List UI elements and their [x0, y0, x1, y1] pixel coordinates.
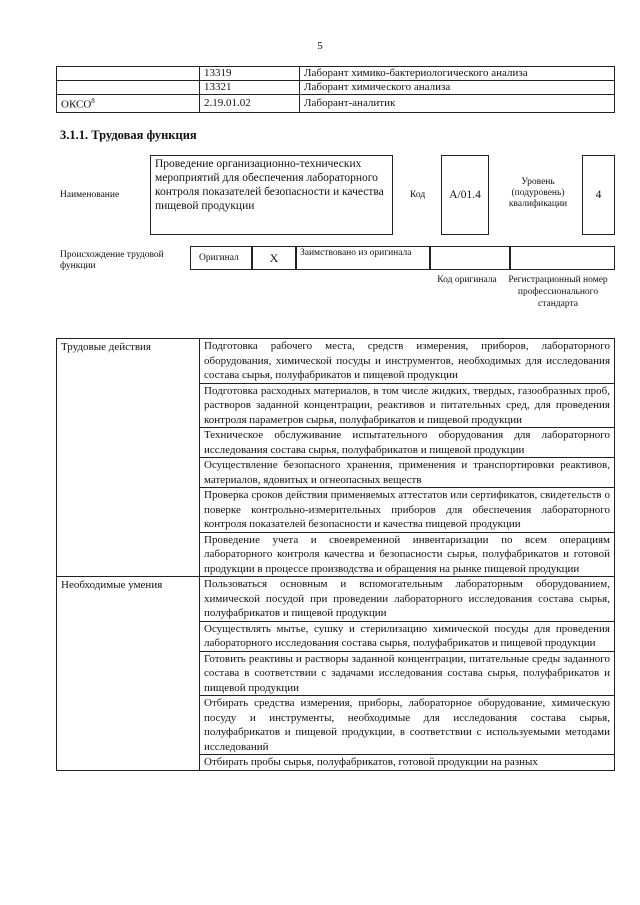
- okso-name: Лаборант-аналитик: [300, 95, 615, 113]
- list-item: Техническое обслуживание испытательного оборудования для лабораторного исследования состава сырья, полуфабрикатов и пищевой продукции: [200, 428, 615, 458]
- list-item: Готовить реактивы и растворы заданной концентрации, питательные среды заданного состава в соответствии с задачами исследования состава сырья, полуфабрикатов и пищевой продукции: [200, 651, 615, 696]
- original-mark: X: [269, 251, 279, 265]
- list-item: Осуществлять мытье, сушку и стерилизацию химической посуды для проведения лабораторного исследования состава сырья, полуфабрикатов и пищевой продукции: [200, 621, 615, 651]
- okso-code: 2.19.01.02: [200, 95, 300, 113]
- list-item: Проведение учета и своевременной инвентаризации по всем операциям лабораторного контроля качества и безопасности сырья, полуфабрикатов и готовой продукции в процессе производства и обращения на рынке пищевой продукции: [200, 532, 615, 577]
- original-label-cell: [190, 246, 252, 270]
- level-value-box: 4: [582, 155, 615, 235]
- list-item: Подготовка расходных материалов, в том числе жидких, твердых, газообразных проб, растворов заданной концентрации, реактивов и питательных сред, для проведения контроля параметров сырья, полуфабрикатов и пищевой продукции: [200, 383, 615, 428]
- list-item: Отбирать средства измерения, приборы, лабораторное оборудование, химическую посуду и инструменты, необходимые для исследования состава сырья, полуфабрикатов и пищевой продукции, в соответствии с используемыми методами исследований: [200, 696, 615, 755]
- table-row: [57, 67, 615, 81]
- okso-code: 13321: [200, 81, 300, 95]
- list-item: Подготовка рабочего места, средств измерения, приборов, лабораторного оборудования, химической посуды и инструментов, необходимых для исследования состава сырья, полуфабрикатов и пищевой продукции: [200, 339, 615, 384]
- okso-table: [56, 66, 615, 113]
- function-code-box: А/01.4: [441, 155, 489, 235]
- original-mark-cell: [252, 246, 296, 270]
- origin-row: [190, 246, 615, 270]
- footnote-mark: 8: [91, 97, 95, 105]
- borrowed-cell: [296, 246, 430, 270]
- borrowed-label: Заимствовано из оригинала: [300, 248, 412, 258]
- table-row: [57, 577, 615, 622]
- category-cell: Трудовые действия: [57, 339, 200, 577]
- section-title: 3.1.1. Трудовая функция: [60, 128, 197, 142]
- origin-label: Происхождение трудовой функции: [60, 250, 164, 271]
- okso-code: 13319: [200, 67, 300, 81]
- code-caption: Код оригинала: [437, 275, 497, 285]
- okso-label: ОКСО: [61, 98, 92, 111]
- name-label: Наименование: [60, 190, 120, 200]
- list-item: Отбирать пробы сырья, полуфабрикатов, готовой продукции на разных: [200, 755, 615, 771]
- function-name-box: Проведение организационно-технических мероприятий для обеспечения лабораторного контроля показателей безопасности и качества пищевой продукции: [150, 155, 393, 235]
- okso-label-cell: [57, 95, 200, 113]
- list-item: Проверка сроков действия применяемых аттестатов или сертификатов, свидетельств о поверке контрольно-измерительных приборов для обеспечения лабораторного контроля показателей безопасности и качества пищевой продукции: [200, 488, 615, 533]
- labor-functions-table: [56, 338, 615, 771]
- okso-label-cell: [57, 81, 200, 95]
- okso-name: Лаборант химического анализа: [300, 81, 615, 95]
- table-row: [57, 339, 615, 384]
- okso-name: Лаборант химико-бактериологического анализа: [300, 67, 615, 81]
- code-label: Код: [410, 190, 426, 200]
- table-row: [57, 95, 615, 113]
- page-number: 5: [317, 40, 323, 52]
- table-row: [57, 81, 615, 95]
- level-label: Уровень (подуровень) квалификации: [508, 177, 568, 209]
- origin-code-cell: [430, 246, 510, 270]
- category-cell: Необходимые умения: [57, 577, 200, 771]
- origin-reg-cell: [510, 246, 615, 270]
- okso-label-cell: [57, 67, 200, 81]
- original-label: Оригинал: [199, 253, 239, 263]
- list-item: Пользоваться основным и вспомогательным лабораторным оборудованием, химической посудой при проведении лабораторного исследования состава сырья, полуфабрикатов и пищевой продукции: [200, 577, 615, 622]
- reg-caption: Регистрационный номер профессионального стандарта: [508, 275, 608, 309]
- list-item: Осуществление безопасного хранения, применения и транспортировки реактивов, материалов, ядовитых и огнеопасных веществ: [200, 458, 615, 488]
